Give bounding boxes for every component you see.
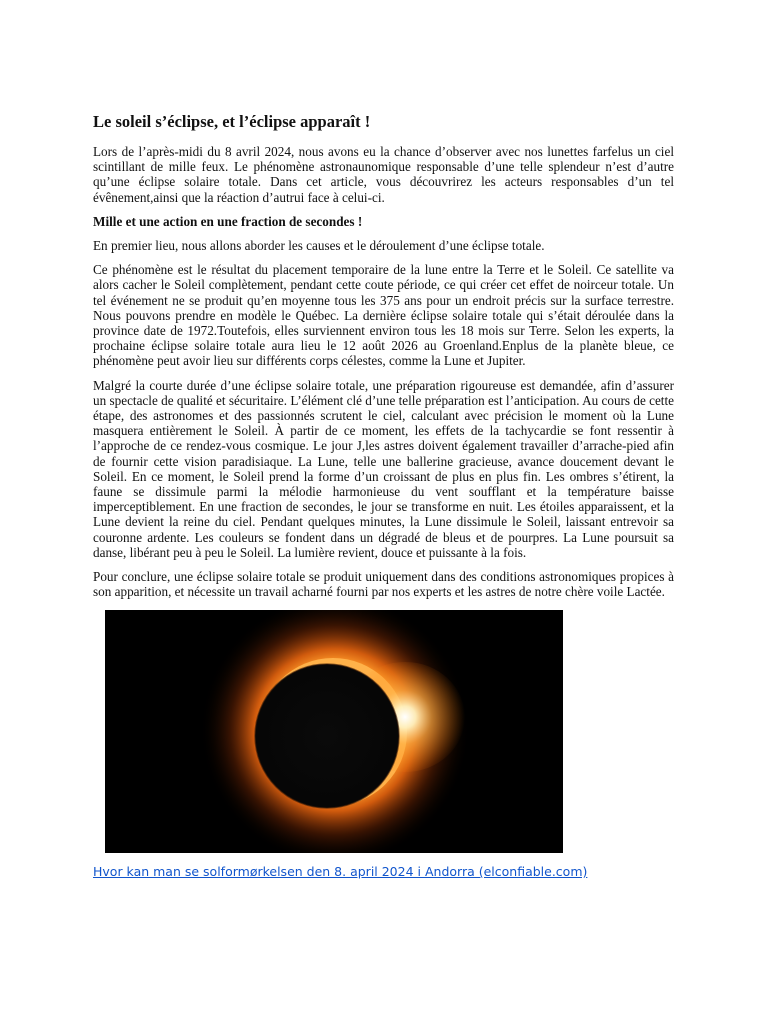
paragraph-conclusion: Pour conclure, une éclipse solaire totale se produit uniquement dans des conditions astronomiques propices à son apparition, et nécessite un travail acharné fourni par nos experts et les astres de notre chère voile Lactée.: [93, 569, 674, 600]
eclipse-image: [105, 610, 563, 853]
paragraph-preparation: Malgré la courte durée d’une éclipse solaire totale, une préparation rigoureuse est demandée, afin d’assurer un spectacle de qualité et sécuritaire. L’élément clé d’une telle préparation est l’anticipation. Au cours de cette étape, des astronomes et des passionnés scrutent le ciel, calculant avec précision le moment où la Lune masquera entièrement le Soleil. À partir de ce moment, les effets de la tachycardie se font ressentir à l’approche de ce rendez-vous cosmique. Le jour J,les astres doivent également travailler d’arrache-pied afin de fournir cette vision paradisiaque. La Lune, telle une ballerine gracieuse, avance doucement devant le Soleil. En ce moment, le Soleil prend la forme d’un croissant de plus en plus fin. Les ombres s’étirent, la faune se dissimule parmi la mélodie harmonieuse du vent soufflant et la température baisse imperceptiblement. En une fraction de secondes, le jour se transforme en nuit. Les étoiles apparaissent, et la Lune devient la reine du ciel. Pendant quelques minutes, la Lune dissimule le Soleil, laissant entrevoir sa couronne ardente. Les couleurs se fondent dans un dégradé de bleus et de pourpres. La Lune poursuit sa danse, libérant peu à peu le Soleil. La lumière revient, douce et puissante à la fois.: [93, 377, 674, 560]
paragraph-causes-intro: En premier lieu, nous allons aborder les causes et le déroulement d’une éclipse totale.: [93, 238, 545, 254]
intro-paragraph: Lors de l’après-midi du 8 avril 2024, nous avons eu la chance d’observer avec nos lunettes farfelus un ciel scintillant de mille feux. Le phénomène astronaunomique responsable d’une telle splendeur n’est d’autre qu’une éclipse solaire totale. Dans cet article, vous découvrirez les acteurs responsables d’un tel évênement,ainsi que la réaction d’autrui face à celui-ci.: [93, 144, 674, 205]
article-body: [93, 112, 674, 608]
section-heading: Mille et une action en une fraction de secondes !: [93, 213, 363, 229]
paragraph-phenomenon: Ce phénomène est le résultat du placement temporaire de la lune entre la Terre et le Soleil. Ce satellite va alors cacher le Soleil complètement, pendant cette coute période, ce qui créer cet effet de noirceur totale. Un tel événement ne se produit qu’en moyenne tous les 375 ans pour un endroit précis sur la surface terrestre. Nous pouvons prendre en modèle le Québec. La dernière éclipse solaire totale qui s’était déroulée dans la province date de 1972.Toutefois, elles surviennent environ tous les 18 mois sur Terre. Selon les experts, la prochaine éclipse solaire totale aura lieu le 12 août 2026 au Groenland.Enplus de la planète bleue, ce phénomène peut avoir lieu sur différents corps célestes, comme la Lune et Jupiter.: [93, 262, 674, 369]
source-link[interactable]: Hvor kan man se solformørkelsen den 8. april 2024 i Andorra (elconfiable.com): [93, 864, 588, 879]
article-title: Le soleil s’éclipse, et l’éclipse apparaît !: [93, 112, 371, 131]
